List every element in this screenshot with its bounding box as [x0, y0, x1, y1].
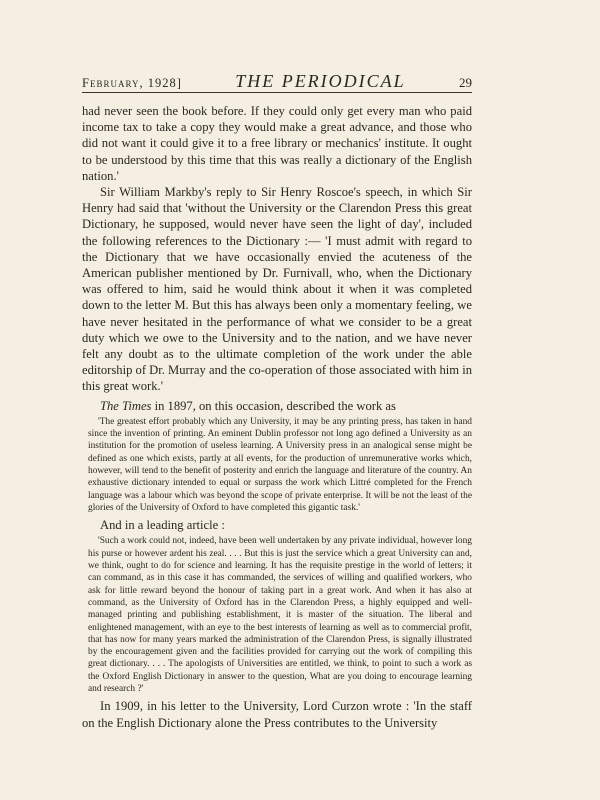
header-rule: [82, 92, 472, 93]
paragraph-4: And in a leading article :: [100, 518, 225, 533]
block-quote-1: 'The greatest effort probably which any University, it may be any printing press, has taken in hand since the invention of printing. An eminent Dublin professor not long ago defined a University as an institution for the promotion of useless learning. A University press in an analogical sense might be defined as one which exists, partly at all events, for the production of unremunerative works which, however, will tend to the benefit of posterity and enrich the language and literature of the country. An exhaustive dictionary intended to equal or surpass the work which Littré completed for the French language was a labour which was beyond the scope of private enterprise. It will be not the least of the glories of the University of Oxford to have completed this gigantic task.': [88, 416, 472, 513]
paragraph-2: Sir William Markby's reply to Sir Henry Roscoe's speech, in which Sir Henry had said that 'without the University or the Clarendon Press this great Dictionary, he supposed, would never have seen the light of day', included the following references to the Dictionary :— 'I must admit with regard to the Dictionary that we have occasionally envied the acuteness of the American publisher mentioned by Dr. Furnivall, who, when the Dictionary was offered to him, said he would think about it when it was completed down to the letter M. But this has always been only a momentary feeling, we have never hesitated in the performance of what we consider to be a great duty which we owe to the University and to the nation, and we have never felt any doubt as to the ultimate completion of the work under the able editorship of Dr. Murray and the co-operation of those associated with him in this great work.': [82, 185, 472, 394]
paragraph-1: had never seen the book before. If they could only get every man who paid income tax to take a copy they would make a great advance, and those who did not want it could give it to a free library or mechanics' institute. It ought to be understood by this time that this was really a dictionary of the English nation.': [82, 104, 472, 183]
paragraph-5: In 1909, in his letter to the University, Lord Curzon wrote : 'In the staff on the English Dictionary alone the Press contributes to the University: [82, 699, 472, 730]
paragraph-3: [82, 398, 472, 414]
times-citation: The Times: [100, 398, 152, 413]
running-head: [82, 71, 472, 92]
issue-date: February, 1928]: [82, 76, 182, 90]
paragraph-3-text: in 1897, on this occasion, described the work as: [151, 398, 396, 413]
page-number: 29: [459, 75, 472, 90]
block-quote-2: 'Such a work could not, indeed, have been well undertaken by any private individual, however long his purse or however ardent his zeal. . . . But this is just the service which a great University can and, we think, ought to do for science and learning. It has the requisite prestige in the world of letters; it can command, as in this case it has commanded, the services of willing and qualified workers, who ask for little reward beyond the honour of taking part in a great work. And when it has also at command, as the University of Oxford has in the Clarendon Press, a highly equipped and well-managed printing and publishing establishment, it is master of the situation. The liberal and enlightened management, with an eye to the best interests of learning as well as to commercial profit, that has now for many years marked the administration of the Clarendon Press, is signally illustrated by the encouragement given and the facilities provided for carrying out the work of compiling this great dictionary. . . . The apologists of Universities are entitled, we think, to point to such a work as the Oxford English Dictionary in answer to the question, What are you doing to encourage learning and research ?': [88, 536, 472, 694]
periodical-title: THE PERIODICAL: [235, 71, 406, 91]
article-body: [82, 103, 472, 731]
